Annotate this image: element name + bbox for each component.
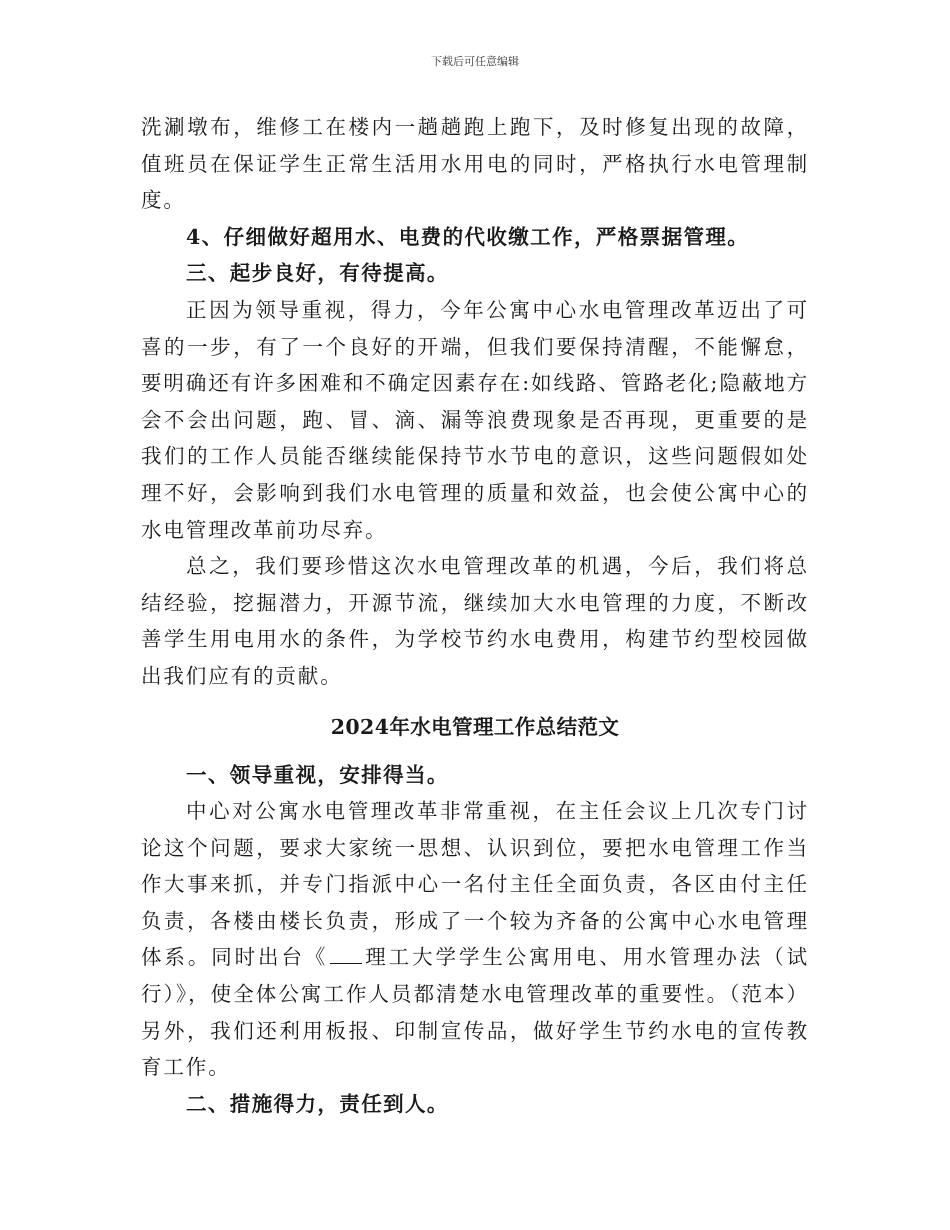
page-header-note: 下载后可任意编辑 [431,55,519,68]
paragraph-continued: 洗涮墩布，维修工在楼内一趟趟跑上跑下，及时修复出现的故障，值班员在保证学生正常生活用水用电的同时，严格执行水电管理制度。 [141,115,809,213]
paragraph-good-start: 正因为领导重视，得力，今年公寓中心水电管理改革迈出了可喜的一步，有了一个良好的开端，但我们要保持清醒，不能懈怠，要明确还有许多困难和不确定因素存在:如线路、管路老化;隐蔽地方会不会出问题，跑、冒、滴、漏等浪费现象是否再现，更重要的是我们的工作人员能否继续能保持节水节电的意识，这些问题假如处理不好，会影响到我们水电管理的质量和效益，也会使公寓中心的水电管理改革前功尽弃。 [141,297,809,542]
paragraph-leadership-part2: 理工大学学生公寓用电、用水管理办法（试行）》，使全体公寓工作人员都清楚水电管理改革的重要性。（范本）另外，我们还利用板报、印制宣传品，做好学生节约水电的宣传教育工作。 [141,945,809,1080]
subheading-fee-collection: 4、仔细做好超用水、电费的代收缴工作，严格票据管理。 [186,224,750,249]
paragraph-conclusion: 总之，我们要珍惜这次水电管理改革的机遇，今后，我们将总结经验，挖掘潜力，开源节流，继续加大水电管理的力度，不断改善学生用电用水的条件，为学校节约水电费用，构建节约型校园做出我们应有的贡献。 [141,554,809,688]
subheading-section-two: 二、措施得力，责任到人。 [186,1091,449,1116]
subheading-section-one: 一、领导重视，安排得当。 [186,762,449,787]
paragraph-leadership-part1: 中心对公寓水电管理改革非常重视，在主任会议上几次专门讨论这个问题，要求大家统一思想、认识到位，要把水电管理工作当作大事来抓，并专门指派中心一名付主任全面负责，各区由付主任负责，各楼由楼长负责，形成了一个较为齐备的公寓中心水电管理体系。同时出台《 [141,799,809,970]
subheading-section-three: 三、起步良好，有待提高。 [186,261,449,286]
document-title: 2024年水电管理工作总结范文 [330,714,620,739]
document-body [141,109,809,1122]
fill-in-blank [330,945,362,964]
paragraph-leadership [141,793,809,1086]
